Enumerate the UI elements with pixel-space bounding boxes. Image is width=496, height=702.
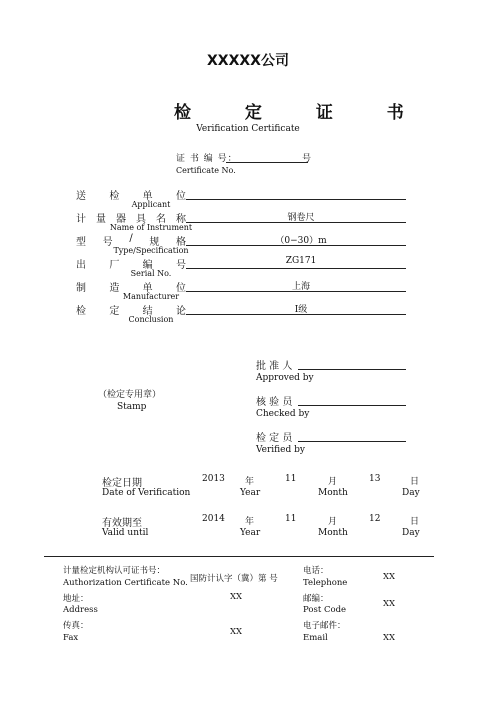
- address-value: XX: [230, 592, 243, 602]
- field-label-char: 出: [76, 260, 86, 271]
- field-label-char: 单: [142, 283, 153, 294]
- field-en: Conclusion: [128, 315, 174, 324]
- certificate-title: 检 定 证 书: [174, 103, 428, 123]
- auth-value: 国防计认字（冀）第 号: [190, 574, 278, 584]
- field-label-char: 编: [142, 260, 153, 271]
- field-label-char: /: [129, 233, 133, 244]
- year-unit-en: Year: [240, 528, 261, 538]
- day-unit: 日: [410, 517, 420, 527]
- field-label-char: 造: [109, 283, 120, 294]
- date-year: 2013: [202, 474, 225, 484]
- tel-en: Telephone: [303, 578, 348, 588]
- field-en: Applicant: [131, 200, 171, 209]
- month-unit-en: Month: [318, 528, 348, 538]
- field-label-char: 计: [76, 214, 86, 225]
- email-label: 电子邮件：: [303, 621, 346, 631]
- date-month: 11: [285, 474, 297, 484]
- cert-no-label: 证 书 编 号：: [176, 154, 238, 164]
- company-name: XXXXX公司: [207, 53, 289, 69]
- date-month: 11: [285, 514, 297, 524]
- fax-label: 传真：: [63, 621, 89, 631]
- tel-value: XX: [383, 572, 396, 582]
- signer-line: [298, 405, 406, 406]
- field-value: 钢卷尺: [287, 213, 315, 223]
- cert-no-en: Certificate No.: [176, 166, 236, 175]
- field-label-char: 送: [76, 191, 86, 202]
- certificate-subtitle: Verification Certificate: [196, 124, 300, 134]
- field-line: [186, 199, 406, 200]
- field-label-char: 规: [149, 237, 160, 248]
- field-label-char: 器: [116, 214, 126, 225]
- field-en: Serial No.: [130, 269, 172, 278]
- address-en: Address: [63, 605, 98, 615]
- field-label-char: 位: [175, 283, 186, 294]
- field-label-char: 格: [176, 237, 186, 248]
- field-label-char: 号: [175, 260, 186, 271]
- post-label: 邮编：: [303, 594, 329, 604]
- field-label-char: 制: [76, 283, 86, 294]
- field-label-char: 检: [109, 191, 120, 202]
- month-unit-en: Month: [318, 488, 348, 498]
- signer-line: [298, 369, 406, 370]
- date-en: Date of Verification: [102, 488, 191, 498]
- email-value: XX: [383, 633, 396, 643]
- signer-en: Verified by: [256, 445, 305, 455]
- email-en: Email: [303, 633, 328, 643]
- field-label-char: 单: [142, 191, 153, 202]
- field-value: ZG171: [285, 256, 317, 266]
- field-value: （0−30）m: [275, 236, 327, 246]
- field-label-char: 论: [175, 306, 186, 317]
- year-unit: 年: [245, 477, 255, 487]
- day-unit-en: Day: [402, 488, 420, 498]
- field-label-char: 名: [156, 214, 166, 225]
- field-en: Manufacturer: [122, 292, 180, 301]
- field-label-char: 型: [76, 237, 86, 248]
- field-label-char: 结: [142, 306, 153, 317]
- field-label-char: 厂: [109, 260, 120, 271]
- field-label-char: 号: [102, 237, 113, 248]
- field-label-char: 称: [176, 214, 186, 225]
- signer-line: [298, 441, 406, 442]
- field-label-char: 检: [76, 306, 86, 317]
- signer-label: 批 准 人: [256, 361, 293, 372]
- cert-no-line: [226, 162, 308, 163]
- date-year: 2014: [202, 514, 225, 524]
- year-unit: 年: [245, 517, 255, 527]
- tel-label: 电话：: [303, 566, 329, 576]
- date-label: 检定日期: [102, 478, 142, 489]
- year-unit-en: Year: [240, 488, 261, 498]
- field-en: Name of Instrument: [109, 223, 193, 232]
- field-en: Type/Specification: [113, 246, 189, 255]
- field-label-char: 具: [136, 214, 146, 225]
- cert-no-suffix: 号: [302, 154, 312, 164]
- field-label-char: 位: [175, 191, 186, 202]
- post-en: Post Code: [303, 605, 347, 615]
- field-label-char: 量: [96, 214, 106, 225]
- fax-value: XX: [230, 627, 243, 637]
- date-day: 12: [369, 514, 381, 524]
- footer-top-rule: [44, 556, 434, 557]
- signer-label: 核 验 员: [256, 397, 293, 408]
- field-value: Ⅰ级: [294, 305, 308, 315]
- stamp-label: （检定专用章）: [98, 390, 162, 400]
- field-label-char: 定: [109, 306, 120, 317]
- signer-en: Checked by: [256, 409, 310, 419]
- post-value: XX: [383, 599, 396, 609]
- day-unit: 日: [410, 477, 420, 487]
- date-en: Valid until: [102, 528, 149, 538]
- stamp-en: Stamp: [117, 402, 147, 412]
- date-label: 有效期至: [102, 518, 142, 529]
- auth-label: 计量检定机构认可证书号：: [63, 566, 166, 576]
- day-unit-en: Day: [402, 528, 420, 538]
- auth-en: Authorization Certificate No.: [63, 578, 188, 588]
- month-unit: 月: [328, 477, 338, 487]
- signer-en: Approved by: [256, 373, 314, 383]
- address-label: 地址：: [63, 594, 89, 604]
- field-line: [186, 268, 406, 269]
- fax-en: Fax: [63, 633, 79, 643]
- date-day: 13: [369, 474, 381, 484]
- month-unit: 月: [328, 517, 338, 527]
- signer-label: 检 定 员: [256, 433, 293, 444]
- field-value: 上海: [291, 282, 310, 292]
